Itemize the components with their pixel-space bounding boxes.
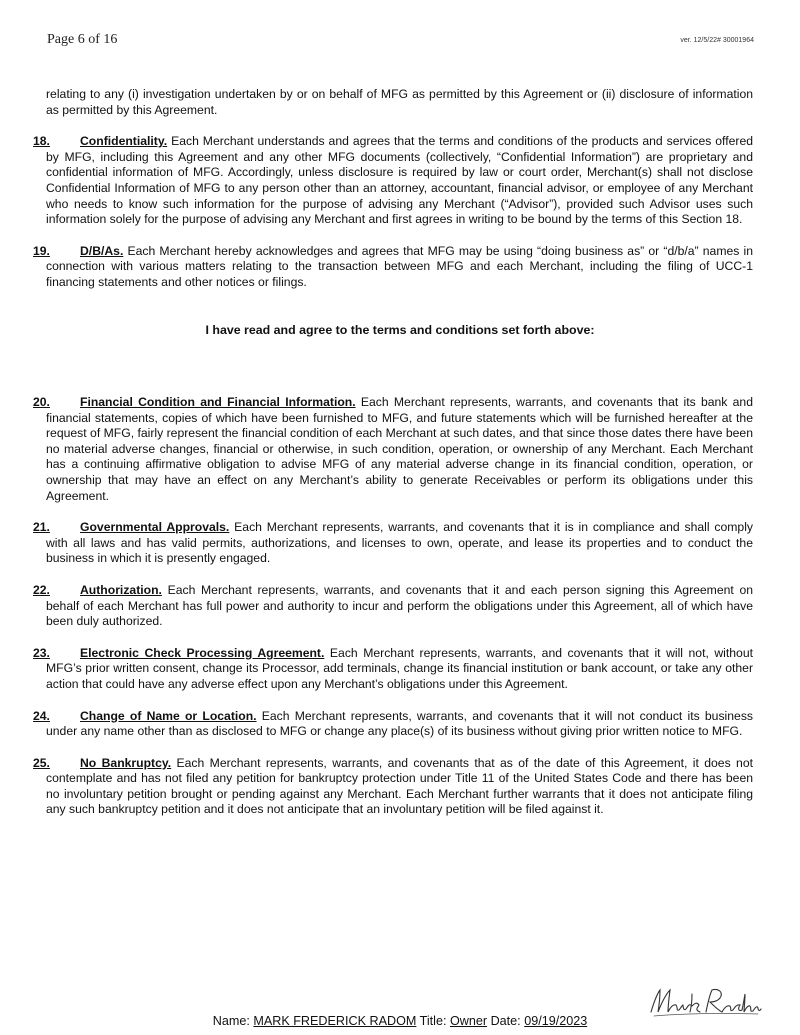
section-heading: No Bankruptcy. (80, 755, 172, 770)
section-heading: Financial Condition and Financial Information. (80, 395, 356, 409)
version-label: ver. 12/5/22# 30001964 (680, 37, 754, 44)
signature-footer: Name: MARK FREDERICK RADOM Title: Owner Date: 09/19/2023 (212, 1014, 588, 1028)
section-21: 21. Governmental Approvals. Each Merchant represents, warrants, and covenants that it is in compliance and shall comply with all laws and has valid permits, authorizations, and licenses to own, operate, and lease its properties and to conduct the business in which it is presently engaged. (33, 520, 753, 566)
section-24: 24. Change of Name or Location. Each Merchant represents, warrants, and covenants that it will not conduct its business under any name other than as disclosed to MFG or change any place(s) of its business without giving prior written notice to MFG. (33, 708, 754, 739)
section-23: 23. Electronic Check Processing Agreement. Each Merchant represents, warrants, and covenants that it will not, without MFG’s prior written consent, change its Processor, add terminals, change its financial institution or bank account, or take any other action that could have any adverse effect upon any Merchant’s obligations under this Agreement. (33, 645, 753, 691)
page-number: Page 6 of 16 (47, 32, 118, 47)
upper-text-block (33, 87, 753, 291)
section-heading: Authorization. (80, 582, 162, 597)
lower-text-block (33, 395, 753, 818)
section-18: 18. Confidentiality. Each Merchant understands and agrees that the terms and conditions of the products and services offered by MFG, including this Agreement and any other MFG documents (collectively, “Confidential Information”) are proprietary and confidential information of MFG. Accordingly, unless disclosure is required by law or court order, Merchant(s) shall not disclose Confidential Information of MFG to any person other than an attorney, accountant, financial advisor, or employee of any Merchant who needs to know such information for the purpose of advising any Merchant (“Advisor”), provided such Advisor uses such information solely for the purpose of advising any Merchant and first agrees in writing to be bound by the terms of this Section 18. (33, 134, 753, 227)
section-20: 20. Financial Condition and Financial Information. Each Merchant represents, warrants, and covenants that its bank and financial statements, copies of which have been furnished to MFG, and future statements which will be furnished hereafter at the request of MFG, fairly represent the financial condition of each Merchant at such dates, and that since those dates there have been no material adverse changes, financial or otherwise, in such condition, operation, or ownership of any Merchant. Each Merchant has a continuing affirmative obligation to advise MFG of any material adverse change in its financial condition, operation, or ownership that may have an effect on any Merchant’s ability to generate Receivables or perform its obligations under this Agreement. (33, 395, 753, 503)
agreement-statement: I have read and agree to the terms and conditions set forth above: (205, 323, 595, 337)
section-19: 19. D/B/As. Each Merchant hereby acknowledges and agrees that MFG may be using “doing business as” or “d/b/a” names in connection with various matters relating to the transaction between MFG and each Merchant, including the filing of UCC-1 financing statements and other notices or filings. (33, 243, 753, 289)
section-heading: Change of Name or Location. (80, 708, 257, 723)
section-22: 22. Authorization. Each Merchant represents, warrants, and covenants that it and each person signing this Agreement on behalf of each Merchant has full power and authority to incur and perform the obligations under this Agreement, all of which have been duly authorized. (33, 582, 753, 629)
continuation-paragraph: relating to any (i) investigation undertaken by or on behalf of MFG as permitted by this Agreement or (ii) disclosure of information as permitted by this Agreement. (46, 87, 753, 117)
section-heading: Confidentiality. (80, 134, 168, 149)
signed-date: 09/19/2023 (524, 1014, 588, 1028)
signer-title: Owner (449, 1014, 488, 1028)
section-heading: Governmental Approvals. (80, 520, 230, 535)
signer-name: MARK FREDERICK RADOM (253, 1014, 417, 1028)
section-25: 25. No Bankruptcy. Each Merchant represents, warrants, and covenants that as of the date of this Agreement, it does not contemplate and has not filed any petition for bankruptcy protection under Title 11 of the United States Code and there has been no involuntary petition brought or pending against any Merchant. Each Merchant further warrants that it does not anticipate filing any such bankruptcy petition and it does not anticipate that an involuntary petition will be filed against it. (33, 755, 753, 817)
section-heading: D/B/As. (80, 243, 124, 258)
section-heading: Electronic Check Processing Agreement. (80, 645, 325, 660)
